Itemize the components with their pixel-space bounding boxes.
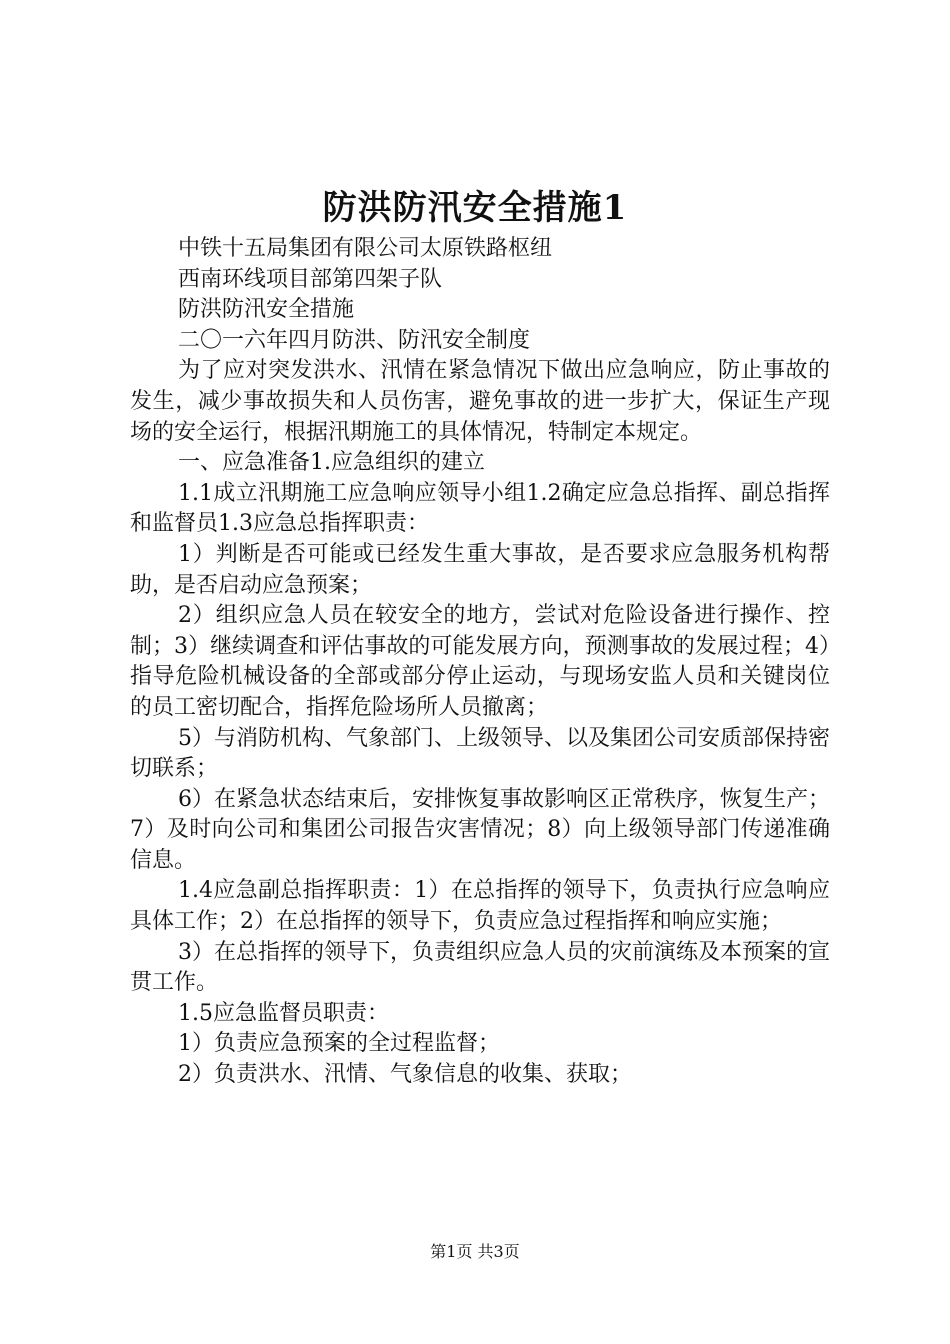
paragraph-1-1: 1.1成立汛期施工应急响应领导小组1.2确定应急总指挥、副总指挥和监督员1.3应急总指挥职责： [130, 480, 830, 537]
paragraph-section-1: 一、应急准备1.应急组织的建立 [178, 450, 485, 476]
paragraph-duty-2-4: 2）组织应急人员在较安全的地方，尝试对危险设备进行操作、控制；3）继续调查和评估事故的可能发展方向，预测事故的发展过程；4）指导危险机械设备的全部或部分停止运动，与现场安监人员和关键岗位的员工密切配合，指挥危险场所人员撤离； [130, 603, 830, 720]
paragraph-company: 中铁十五局集团有限公司太原铁路枢纽 [178, 236, 553, 261]
paragraph-project-team: 西南环线项目部第四架子队 [178, 266, 443, 292]
paragraph-1-5-1: 1）负责应急预案的全过程监督； [178, 1031, 500, 1057]
paragraph-date-system: 二〇一六年四月防洪、防汛安全制度 [178, 327, 531, 353]
paragraph-1-5-2: 2）负责洪水、汛情、气象信息的收集、获取； [178, 1062, 632, 1088]
paragraph-duty-5: 5）与消防机构、气象部门、上级领导、以及集团公司安质部保持密切联系； [130, 725, 830, 782]
page-number-footer: 第1页 共3页 [430, 1242, 520, 1261]
paragraph-duty-1: 1）判断是否可能或已经发生重大事故，是否要求应急服务机构帮助，是否启动应急预案； [130, 541, 830, 598]
document-body [130, 234, 830, 1091]
paragraph-duty-6-8: 6）在紧急状态结束后，安排恢复事故影响区正常秩序，恢复生产；7）及时向公司和集团公司报告灾害情况；8）向上级领导部门传递准确信息。 [130, 786, 830, 873]
paragraph-1-4-3: 3）在总指挥的领导下，负责组织应急人员的灾前演练及本预案的宣贯工作。 [130, 939, 830, 996]
paragraph-subtitle: 防洪防汛安全措施 [178, 297, 355, 323]
document-title: 防洪防汛安全措施1 [322, 188, 628, 228]
paragraph-1-4: 1.4应急副总指挥职责：1）在总指挥的领导下，负责执行应急响应具体工作；2）在总指挥的领导下，负责应急过程指挥和响应实施； [130, 878, 830, 935]
paragraph-1-5: 1.5应急监督员职责： [178, 1000, 389, 1026]
paragraph-intro: 为了应对突发洪水、汛情在紧急情况下做出应急响应，防止事故的发生，减少事故损失和人员伤害，避免事故的进一步扩大，保证生产现场的安全运行，根据汛期施工的具体情况，特制定本规定。 [130, 358, 830, 445]
